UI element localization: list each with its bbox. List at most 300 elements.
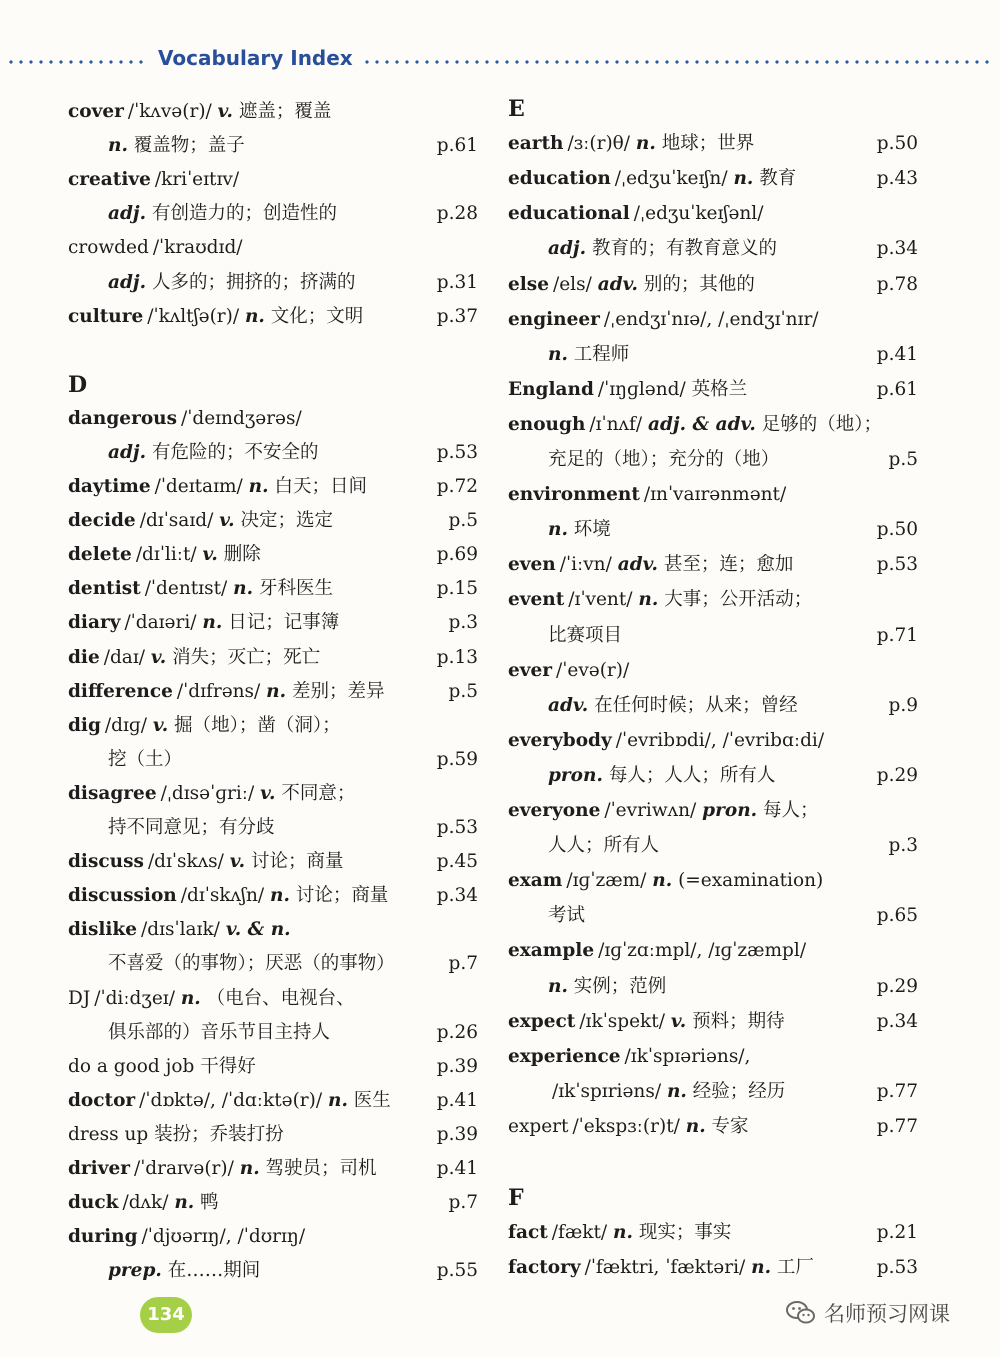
page-ref: p.59 xyxy=(436,748,478,770)
section-letter: E xyxy=(508,96,525,122)
definition: 持不同意见；有分歧 xyxy=(108,817,275,838)
definition: 文化；文明 xyxy=(270,305,364,327)
page-ref: p.53 xyxy=(876,1257,918,1279)
definition: 日记；记事簿 xyxy=(228,612,340,634)
entry-row xyxy=(508,197,918,231)
headword: daytime xyxy=(68,476,151,497)
entry-row xyxy=(508,934,918,968)
headword: discuss xyxy=(68,851,144,873)
definition: 驾驶员；司机 xyxy=(265,1158,377,1179)
page-ref: p.5 xyxy=(448,680,478,702)
definition: 讨论；商量 xyxy=(295,885,389,907)
entry-continuation xyxy=(508,513,918,547)
part-of-speech: adj. xyxy=(548,238,587,260)
entry-continuation xyxy=(68,743,478,777)
definition: 不同意； xyxy=(281,782,356,804)
definition: 删除 xyxy=(223,544,261,566)
page-ref: p.3 xyxy=(448,612,478,634)
headword: environment xyxy=(508,484,640,506)
definition: 每人； xyxy=(762,800,819,821)
entry-row xyxy=(508,864,918,898)
entry-row xyxy=(508,548,918,582)
part-of-speech: adv. xyxy=(617,554,658,576)
page-ref: p.72 xyxy=(436,476,478,497)
phonetic: /fækt/ xyxy=(551,1222,608,1244)
headword: engineer xyxy=(508,308,600,330)
definition: 教育 xyxy=(759,168,797,190)
entry-row xyxy=(508,654,918,688)
phonetic: /ˌdɪsəˈɡriː/ xyxy=(160,782,255,804)
entry-row xyxy=(68,777,478,811)
phonetic: /ˈdiːdʒeɪ/ xyxy=(94,987,175,1009)
phonetic: /dʌk/ xyxy=(122,1192,169,1214)
part-of-speech: v. xyxy=(670,1010,687,1032)
entry-row xyxy=(68,402,478,436)
definition: 俱乐部的）音乐节目主持人 xyxy=(108,1021,331,1043)
part-of-speech: n. xyxy=(270,885,290,907)
page-ref: p.7 xyxy=(448,953,478,975)
page-ref: p.9 xyxy=(888,694,918,716)
part-of-speech: n. xyxy=(652,870,673,892)
entry-continuation xyxy=(508,619,918,653)
definition: 人多的；拥挤的；挤满的 xyxy=(151,271,356,293)
page-ref: p.77 xyxy=(876,1080,918,1102)
part-of-speech: n. xyxy=(239,1158,260,1179)
phonetic: /ɪkˈspɪriəns/ xyxy=(552,1080,662,1102)
page-ref: p.45 xyxy=(436,851,478,873)
headword: everybody xyxy=(508,729,612,751)
page-ref: p.39 xyxy=(436,1123,478,1145)
page-ref: p.28 xyxy=(436,203,478,225)
entry-row xyxy=(68,163,478,197)
entry-row xyxy=(508,1251,918,1285)
definition: 教育的；有教育意义的 xyxy=(591,238,777,260)
page-ref: p.41 xyxy=(436,1089,478,1111)
phonetic: /ˌendʒɪˈnɪə/, /ˌendʒɪˈnɪr/ xyxy=(603,308,819,330)
entry-row xyxy=(68,538,478,572)
headword: educational xyxy=(508,203,630,225)
entry-row xyxy=(508,583,918,617)
definition: 英格兰 xyxy=(691,378,748,400)
section-letter: F xyxy=(508,1185,524,1211)
phonetic: /els/ xyxy=(552,273,592,295)
dotted-rule-left xyxy=(6,60,146,64)
phonetic: /ˌedʒuˈkeɪʃn/ xyxy=(614,168,728,190)
phonetic: /ˈdɒktə/, /ˈdɑːktə(r)/ xyxy=(139,1089,323,1111)
part-of-speech: n. xyxy=(266,680,287,702)
part-of-speech: n. xyxy=(751,1257,772,1279)
entry-row xyxy=(68,913,478,947)
part-of-speech: v. xyxy=(229,851,246,873)
headword: enough xyxy=(508,413,586,435)
page-ref: p.29 xyxy=(876,764,918,786)
definition: 覆盖物；盖子 xyxy=(133,135,245,157)
entry-continuation xyxy=(508,1075,918,1109)
phonetic: /ˈkʌltʃə(r)/ xyxy=(147,305,240,327)
page-ref: p.61 xyxy=(436,135,478,157)
page-ref: p.34 xyxy=(436,885,478,907)
definition: 足够的（地）； xyxy=(761,413,883,435)
entry-row xyxy=(508,794,918,828)
entry-continuation xyxy=(508,443,918,477)
headword: expert xyxy=(508,1115,569,1137)
part-of-speech: n. xyxy=(244,305,265,327)
phonetic: /ˈdraɪvə(r)/ xyxy=(133,1158,234,1179)
phonetic: /ˈiːvn/ xyxy=(559,554,612,576)
phonetic: /dɪˈskʌs/ xyxy=(147,851,224,873)
definition: 干得好 xyxy=(200,1055,256,1077)
phonetic: /ɪkˈspekt/ xyxy=(579,1010,665,1032)
headword: dress up xyxy=(68,1123,149,1145)
headword: even xyxy=(508,554,556,576)
phonetic: /ˈdjʊərɪŋ/, /ˈdʊrɪŋ/ xyxy=(141,1226,306,1248)
definition: 有危险的；不安全的 xyxy=(151,441,319,463)
part-of-speech: adj. & adv. xyxy=(647,413,756,435)
part-of-speech: prep. xyxy=(108,1260,162,1282)
part-of-speech: v. xyxy=(202,544,218,566)
page-ref: p.77 xyxy=(876,1115,918,1137)
definition: 专家 xyxy=(711,1115,749,1137)
part-of-speech: v. xyxy=(152,714,169,736)
entry-row xyxy=(68,1050,478,1084)
definition: 实例；范例 xyxy=(573,975,667,997)
definition: 鸭 xyxy=(200,1192,219,1214)
definition: 讨论；商量 xyxy=(251,851,344,873)
entry-row xyxy=(68,1118,478,1152)
part-of-speech: adv. xyxy=(548,694,589,716)
headword: diary xyxy=(68,612,121,634)
page-ref: p.34 xyxy=(876,1010,918,1032)
page-ref: p.26 xyxy=(436,1021,478,1043)
definition: 人人；所有人 xyxy=(548,835,660,857)
definition: 预料；期待 xyxy=(692,1010,785,1032)
page-ref: p.55 xyxy=(436,1260,478,1282)
page-ref: p.50 xyxy=(876,133,918,155)
phonetic: /ɪɡˈzæm/ xyxy=(566,870,647,892)
part-of-speech: n. xyxy=(666,1080,687,1102)
entry-row xyxy=(68,1220,478,1254)
headword: DJ xyxy=(68,987,91,1009)
headword: England xyxy=(508,378,594,400)
entry-row xyxy=(68,504,478,538)
definition: 环境 xyxy=(573,519,611,541)
phonetic: /kriˈeɪtɪv/ xyxy=(154,169,240,191)
definition: 充足的（地）；充分的（地） xyxy=(548,449,780,470)
definition: 遮盖；覆盖 xyxy=(238,101,332,122)
headword: example xyxy=(508,940,595,962)
headword: do a good job xyxy=(68,1055,195,1077)
definition: 装扮；乔装打扮 xyxy=(154,1123,284,1145)
phonetic: /dɪˈliːt/ xyxy=(135,544,197,566)
headword: creative xyxy=(68,169,151,191)
page-ref: p.65 xyxy=(876,905,918,927)
definition: (=examination) xyxy=(678,870,824,892)
phonetic: /ˌedʒuˈkeɪʃənl/ xyxy=(633,203,764,225)
phonetic: /ˈdeɪtaɪm/ xyxy=(154,476,243,497)
headword: expect xyxy=(508,1010,576,1032)
entry-row xyxy=(508,268,918,302)
entry-row xyxy=(508,724,918,758)
definition: 有创造力的；创造性的 xyxy=(151,203,337,225)
entry-row xyxy=(508,127,918,161)
phonetic: /ɜː(r)θ/ xyxy=(567,133,631,155)
page-ref: p.43 xyxy=(876,168,918,190)
headword: ever xyxy=(508,659,553,681)
definition: 牙科医生 xyxy=(258,578,333,600)
page-ref: p.37 xyxy=(436,305,478,327)
phonetic: /ˈevriwʌn/ xyxy=(604,800,697,821)
entry-continuation xyxy=(508,970,918,1004)
page-ref: p.5 xyxy=(448,510,478,532)
headword: during xyxy=(68,1226,138,1248)
entry-row xyxy=(508,162,918,196)
part-of-speech: adj. xyxy=(108,203,147,225)
page-ref: p.41 xyxy=(876,343,918,365)
entry-continuation xyxy=(68,811,478,845)
entry-continuation xyxy=(508,829,918,863)
entry-continuation xyxy=(68,266,478,300)
definition: 每人；人人；所有人 xyxy=(608,764,776,786)
definition: 决定；选定 xyxy=(240,510,333,532)
page-ref: p.53 xyxy=(436,817,478,838)
headword: event xyxy=(508,589,565,611)
headword: dentist xyxy=(68,578,141,600)
headword: fact xyxy=(508,1222,548,1244)
entry-row xyxy=(68,641,478,675)
headword: dislike xyxy=(68,919,138,941)
wechat-icon xyxy=(786,1300,816,1326)
entry-row xyxy=(68,572,478,606)
page-ref: p.78 xyxy=(876,273,918,295)
headword: delete xyxy=(68,544,132,566)
phonetic: /ˈkʌvə(r)/ xyxy=(127,101,212,122)
definition: 大事；公开活动； xyxy=(664,589,813,611)
definition: （电台、电视台、 xyxy=(206,987,355,1009)
page-ref: p.41 xyxy=(436,1158,478,1179)
header-title: Vocabulary Index xyxy=(158,46,353,70)
phonetic: /dɪsˈlaɪk/ xyxy=(141,919,220,941)
part-of-speech: n. xyxy=(548,519,568,541)
definition: 医生 xyxy=(353,1089,391,1111)
entry-continuation xyxy=(508,338,918,372)
definition: 在……期间 xyxy=(167,1260,261,1282)
phonetic: /ɪˈvent/ xyxy=(568,589,633,611)
headword: die xyxy=(68,646,100,668)
entry-row xyxy=(508,373,918,407)
definition: 工厂 xyxy=(776,1257,814,1279)
entry-row xyxy=(68,1152,478,1186)
page-ref: p.7 xyxy=(448,1192,478,1214)
headword: everyone xyxy=(508,800,601,821)
entry-row xyxy=(508,1040,918,1074)
headword: duck xyxy=(68,1192,119,1214)
definition: 地球；世界 xyxy=(661,133,755,155)
page-ref: p.3 xyxy=(888,835,918,857)
entry-row xyxy=(68,675,478,709)
page-ref: p.15 xyxy=(436,578,478,600)
phonetic: /ˈdeɪndʒərəs/ xyxy=(181,407,302,429)
headword: experience xyxy=(508,1045,621,1067)
part-of-speech: n. xyxy=(233,578,254,600)
phonetic: /ˈdentɪst/ xyxy=(144,578,228,600)
page-ref: p.39 xyxy=(436,1055,478,1077)
phonetic: /ˈekspɜː(r)t/ xyxy=(572,1115,680,1137)
definition: 挖（土） xyxy=(108,748,183,770)
part-of-speech: n. xyxy=(174,1192,195,1214)
phonetic: /dɪˈskʌʃn/ xyxy=(180,885,265,907)
entry-row xyxy=(68,300,478,334)
definition: 经验；经历 xyxy=(692,1080,786,1102)
headword: exam xyxy=(508,870,563,892)
entry-row xyxy=(68,1084,478,1118)
headword: else xyxy=(508,273,549,295)
entry-continuation xyxy=(508,689,918,723)
headword: decide xyxy=(68,510,136,532)
entry-row xyxy=(508,1110,918,1144)
phonetic: /ˈevribɒdi/, /ˈevribɑːdi/ xyxy=(615,729,825,751)
part-of-speech: n. xyxy=(638,589,659,611)
part-of-speech: n. xyxy=(685,1115,706,1137)
part-of-speech: adv. xyxy=(597,273,638,295)
phonetic: /ɪnˈvaɪrənmənt/ xyxy=(643,484,787,506)
part-of-speech: v. xyxy=(150,646,167,668)
entry-row xyxy=(68,982,478,1016)
phonetic: /ˈevə(r)/ xyxy=(556,659,630,681)
section-letter: D xyxy=(68,371,88,398)
entry-row xyxy=(68,95,478,129)
entry-continuation xyxy=(68,197,478,231)
part-of-speech: n. xyxy=(613,1222,633,1244)
part-of-speech: n. xyxy=(202,612,223,634)
headword: factory xyxy=(508,1257,581,1279)
entry-row xyxy=(68,231,478,265)
definition: 别的；其他的 xyxy=(643,273,755,295)
page-ref: p.5 xyxy=(888,449,918,470)
phonetic: /ɪkˈspɪəriəns/, xyxy=(624,1045,751,1067)
definition: 在任何时候；从来；曾经 xyxy=(594,694,798,716)
phonetic: /dɪɡ/ xyxy=(104,714,147,736)
part-of-speech: v. xyxy=(260,782,276,804)
headword: disagree xyxy=(68,782,157,804)
part-of-speech: v. xyxy=(219,510,235,532)
entry-row xyxy=(68,879,478,913)
phonetic: /daɪ/ xyxy=(103,646,145,668)
page-number-badge: 134 xyxy=(140,1297,192,1333)
entry-continuation xyxy=(508,759,918,793)
headword: discussion xyxy=(68,885,177,907)
entry-row xyxy=(68,709,478,743)
part-of-speech: pron. xyxy=(702,800,758,821)
headword: crowded xyxy=(68,237,149,259)
page-ref: p.53 xyxy=(436,441,478,463)
part-of-speech: n. xyxy=(548,343,568,365)
definition: 现实；事实 xyxy=(638,1222,732,1244)
phonetic: /ˈdɪfrəns/ xyxy=(176,680,261,702)
headword: education xyxy=(508,168,611,190)
entry-continuation xyxy=(68,1016,478,1050)
phonetic: /ˈfæktri, ˈfæktəri/ xyxy=(584,1257,746,1279)
entry-row xyxy=(68,470,478,504)
page-header xyxy=(0,44,1000,78)
entry-row xyxy=(508,478,918,512)
watermark xyxy=(786,1296,950,1330)
page-ref: p.29 xyxy=(876,975,918,997)
headword: difference xyxy=(68,680,173,702)
part-of-speech: n. xyxy=(548,975,568,997)
part-of-speech: n. xyxy=(733,168,754,190)
definition: 掘（地）；凿（洞）； xyxy=(174,714,341,736)
headword: dangerous xyxy=(68,407,178,429)
definition: 白天；日间 xyxy=(274,476,367,497)
part-of-speech: v. & n. xyxy=(225,919,291,941)
page-ref: p.21 xyxy=(876,1222,918,1244)
definition: 消失；灭亡；死亡 xyxy=(172,646,321,668)
page-ref: p.13 xyxy=(436,646,478,668)
page-ref: p.50 xyxy=(876,519,918,541)
phonetic: /ˈɪŋɡlənd/ xyxy=(597,378,686,400)
headword: doctor xyxy=(68,1089,136,1111)
entry-row xyxy=(508,303,918,337)
phonetic: /ˈdaɪəri/ xyxy=(124,612,197,634)
page-ref: p.31 xyxy=(436,271,478,293)
entry-continuation xyxy=(68,1254,478,1288)
definition: 比赛项目 xyxy=(548,624,623,646)
phonetic: /ˈkraʊdɪd/ xyxy=(152,237,243,259)
entry-continuation xyxy=(508,899,918,933)
part-of-speech: adj. xyxy=(108,441,147,463)
entry-row xyxy=(68,845,478,879)
page-ref: p.69 xyxy=(436,544,478,566)
entry-row xyxy=(68,606,478,640)
entry-row xyxy=(508,1216,918,1250)
entry-continuation xyxy=(68,129,478,163)
part-of-speech: n. xyxy=(328,1089,348,1111)
page-ref: p.71 xyxy=(876,624,918,646)
page-ref: p.34 xyxy=(876,238,918,260)
definition: 不喜爱（的事物）；厌恶（的事物） xyxy=(108,953,395,975)
part-of-speech: v. xyxy=(217,101,234,122)
watermark-text: 名师预习网课 xyxy=(824,1302,950,1326)
headword: earth xyxy=(508,133,564,155)
entry-row xyxy=(508,408,918,442)
entry-continuation xyxy=(508,232,918,266)
part-of-speech: n. xyxy=(635,133,656,155)
phonetic: /ɪɡˈzɑːmpl/, /ɪɡˈzæmpl/ xyxy=(598,940,807,962)
page-ref: p.53 xyxy=(876,554,918,576)
part-of-speech: adj. xyxy=(108,271,147,293)
entry-continuation xyxy=(68,947,478,981)
definition: 工程师 xyxy=(573,343,630,365)
dotted-rule-right xyxy=(362,60,994,64)
part-of-speech: n. xyxy=(180,987,201,1009)
phonetic: /dɪˈsaɪd/ xyxy=(139,510,214,532)
headword: dig xyxy=(68,714,101,736)
phonetic: /ɪˈnʌf/ xyxy=(589,413,643,435)
definition: 考试 xyxy=(548,905,586,927)
entry-row xyxy=(508,1005,918,1039)
headword: driver xyxy=(68,1158,130,1179)
part-of-speech: pron. xyxy=(548,764,603,786)
page-ref: p.61 xyxy=(876,378,918,400)
definition: 甚至；连；愈加 xyxy=(663,554,794,576)
headword: cover xyxy=(68,101,124,122)
entry-continuation xyxy=(68,436,478,470)
headword: culture xyxy=(68,305,144,327)
part-of-speech: n. xyxy=(248,476,269,497)
entry-row xyxy=(68,1186,478,1220)
definition: 差别；差异 xyxy=(291,680,385,702)
part-of-speech: n. xyxy=(108,135,128,157)
